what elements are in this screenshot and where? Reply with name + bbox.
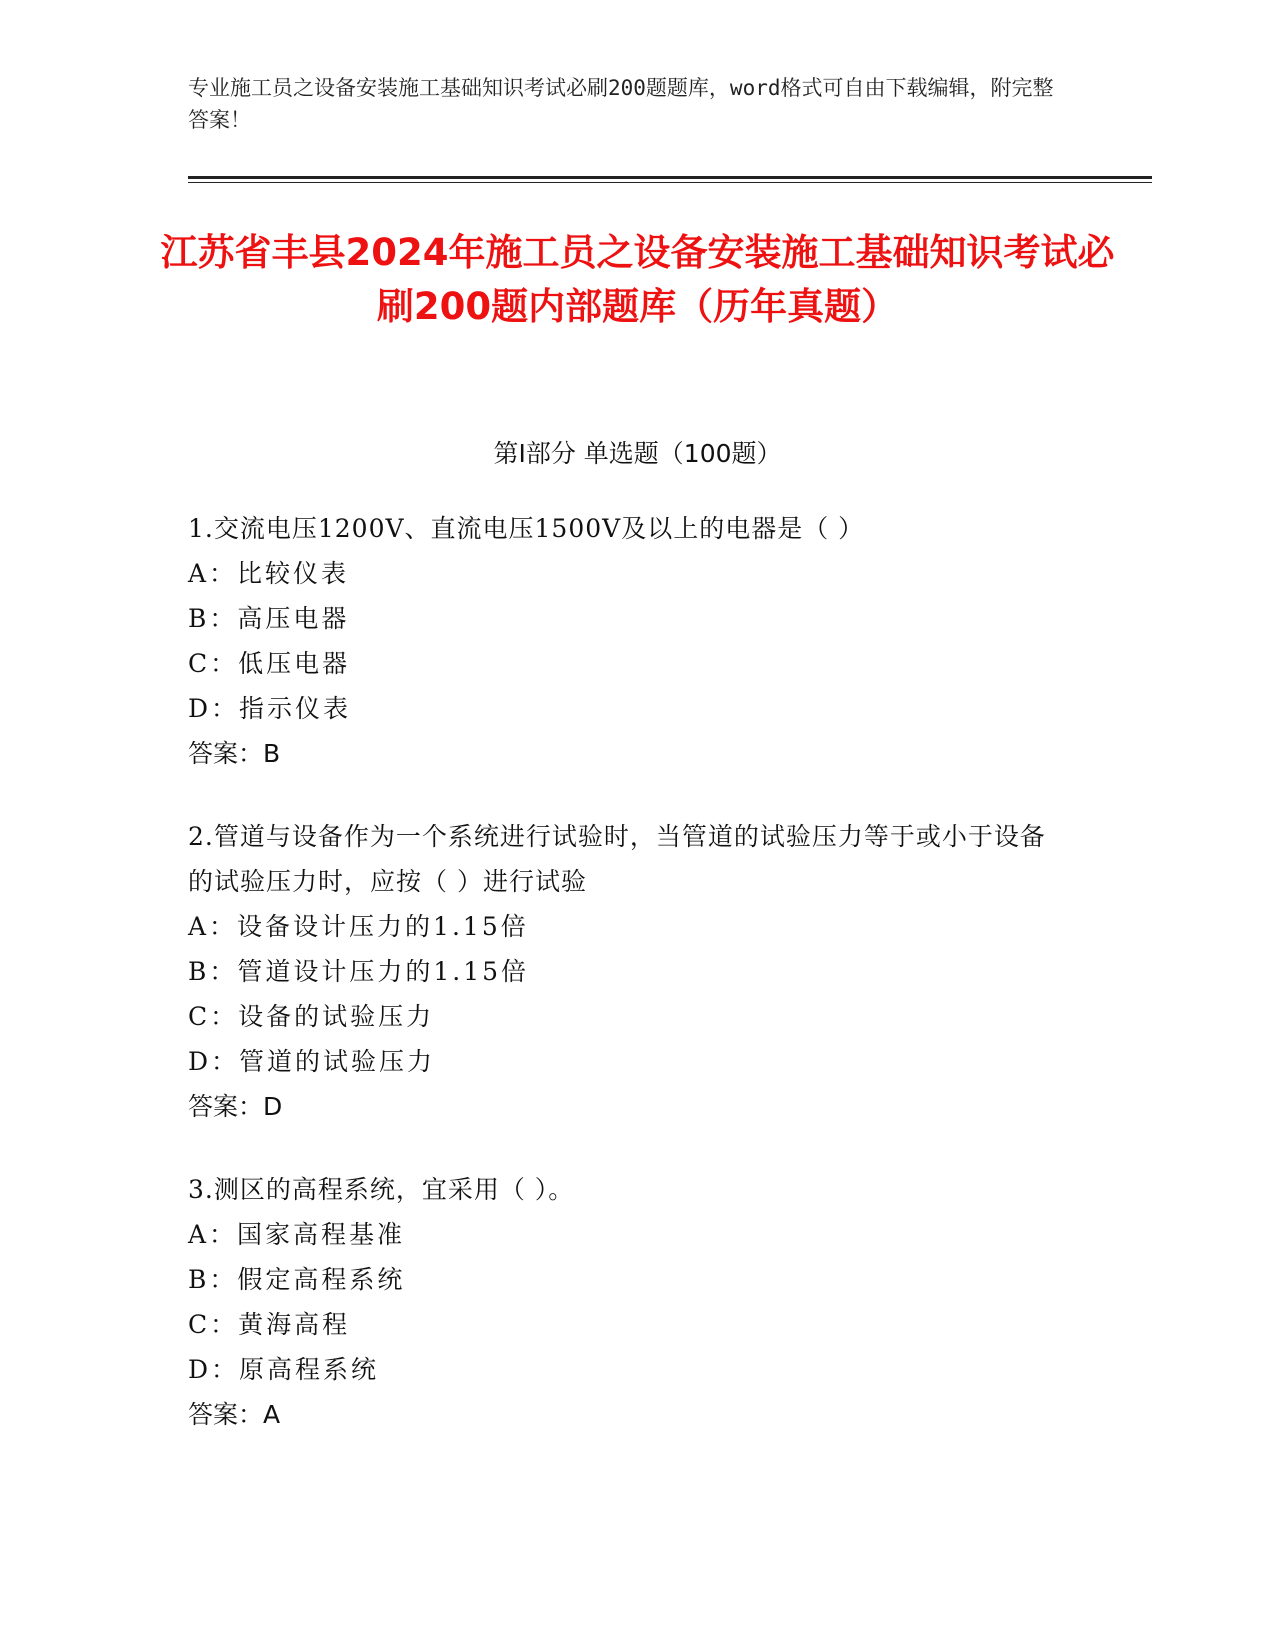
option-a: A：设备设计压力的1.15倍 xyxy=(188,912,529,941)
option-c: C：低压电器 xyxy=(188,649,351,678)
option-d: D：指示仪表 xyxy=(188,694,352,723)
option-c: C：设备的试验压力 xyxy=(188,1002,435,1031)
option-a: A：国家高程基准 xyxy=(188,1220,406,1249)
option-c: C：黄海高程 xyxy=(188,1310,351,1339)
section-title: 第I部分 单选题（100题） xyxy=(493,439,782,468)
header-note: 专业施工员之设备安装施工基础知识考试必刷200题题库，word格式可自由下载编辑，附完整答案！ xyxy=(188,76,1054,132)
document-title: 江苏省丰县2024年施工员之设备安装施工基础知识考试必刷200题内部题库（历年真题） xyxy=(160,231,1115,328)
answer: 答案：D xyxy=(188,1092,283,1121)
question-stem: 1.交流电压1200V、直流电压1500V及以上的电器是（ ） xyxy=(188,514,865,543)
question-stem: 3.测区的高程系统，宜采用（ ）。 xyxy=(188,1175,575,1204)
question-stem: 2.管道与设备作为一个系统进行试验时，当管道的试验压力等于或小于设备的试验压力时，应按（ ）进行试验 xyxy=(188,822,1046,896)
answer: 答案：B xyxy=(188,739,281,768)
option-d: D：原高程系统 xyxy=(188,1355,380,1384)
option-b: B：高压电器 xyxy=(188,604,350,633)
option-a: A：比较仪表 xyxy=(188,559,350,588)
question-block xyxy=(188,814,1048,1129)
header-divider-thin xyxy=(188,182,1152,183)
option-b: B：管道设计压力的1.15倍 xyxy=(188,957,530,986)
question-block xyxy=(188,506,1088,776)
header-divider-thick xyxy=(188,176,1152,179)
answer: 答案：A xyxy=(188,1400,281,1429)
option-b: B：假定高程系统 xyxy=(188,1265,406,1294)
question-block xyxy=(188,1167,1088,1437)
option-d: D：管道的试验压力 xyxy=(188,1047,436,1076)
